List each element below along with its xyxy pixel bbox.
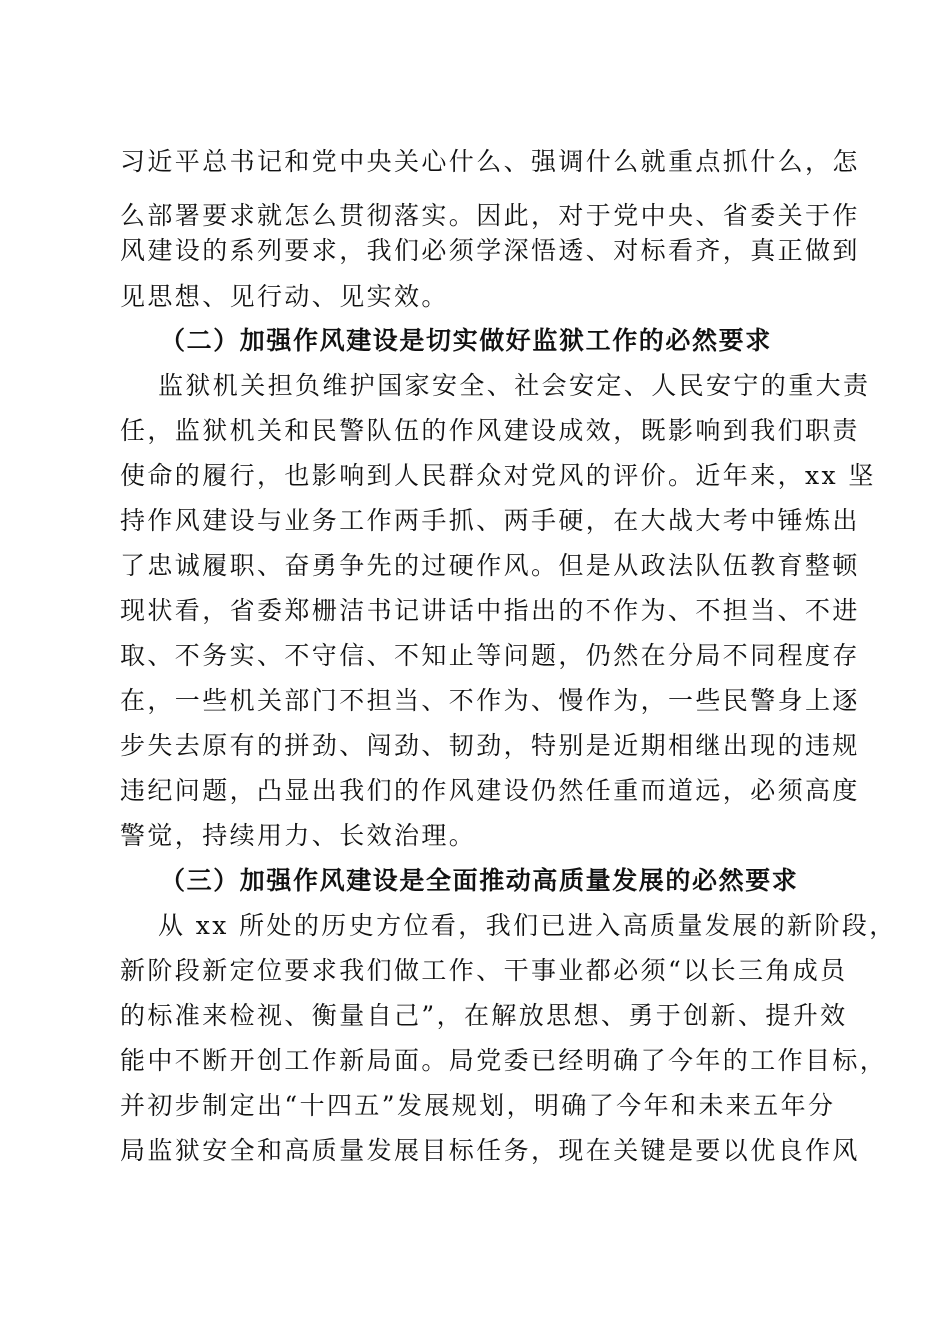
paragraph-3-line-4: 能中不断开创工作新局面。局党委已经明确了今年的工作目标， [120,1046,888,1075]
paragraph-2-line-9: 步失去原有的拼劲、闯劲、韧劲，特别是近期相继出现的违规 [120,731,860,760]
paragraph-2-line-5: 了忠诚履职、奋勇争先的过硬作风。但是从政法队伍教育整顿 [120,551,860,580]
paragraph-2-line-8: 在，一些机关部门不担当、不作为、慢作为，一些民警身上逐 [120,686,860,715]
paragraph-2-line-3: 使命的履行，也影响到人民群众对党风的评价。近年来，xx 坚 [120,461,876,490]
paragraph-2-line-11: 警觉，持续用力、长效治理。 [120,821,477,850]
paragraph-2-line-1: 监狱机关担负维护国家安全、社会安定、人民安宁的重大责 [158,371,871,400]
paragraph-1-line-4: 见思想、见行动、见实效。 [120,282,449,311]
paragraph-2-line-2: 任，监狱机关和民警队伍的作风建设成效，既影响到我们职责 [120,416,860,445]
paragraph-3-line-6: 局监狱安全和高质量发展目标任务，现在关键是要以优良作风 [120,1136,860,1165]
section-heading-3: （三）加强作风建设是全面推动高质量发展的必然要求 [160,866,799,895]
paragraph-1-line-1: 习近平总书记和党中央关心什么、强调什么就重点抓什么，怎 [120,147,860,176]
paragraph-3-line-1: 从 xx 所处的历史方位看，我们已进入高质量发展的新阶段， [158,911,897,940]
paragraph-3-line-5: 并初步制定出“十四五”发展规划，明确了今年和未来五年分 [120,1091,836,1120]
paragraph-1-line-3: 风建设的系列要求，我们必须学深悟透、对标看齐，真正做到 [120,236,860,265]
paragraph-3-line-2: 新阶段新定位要求我们做工作、干事业都必须“以长三角成员 [120,956,848,985]
section-heading-2: （二）加强作风建设是切实做好监狱工作的必然要求 [160,326,772,355]
paragraph-2-line-7: 取、不务实、不守信、不知止等问题，仍然在分局不同程度存 [120,641,860,670]
paragraph-1-line-2: 么部署要求就怎么贯彻落实。因此，对于党中央、省委关于作 [120,201,860,230]
paragraph-2-line-6: 现状看，省委郑栅洁书记讲话中指出的不作为、不担当、不进 [120,596,860,625]
paragraph-3-line-3: 的标准来检视、衡量自己”，在解放思想、勇于创新、提升效 [120,1001,848,1030]
paragraph-2-line-10: 违纪问题，凸显出我们的作风建设仍然任重而道远，必须高度 [120,776,860,805]
paragraph-2-line-4: 持作风建设与业务工作两手抓、两手硬，在大战大考中锤炼出 [120,506,860,535]
